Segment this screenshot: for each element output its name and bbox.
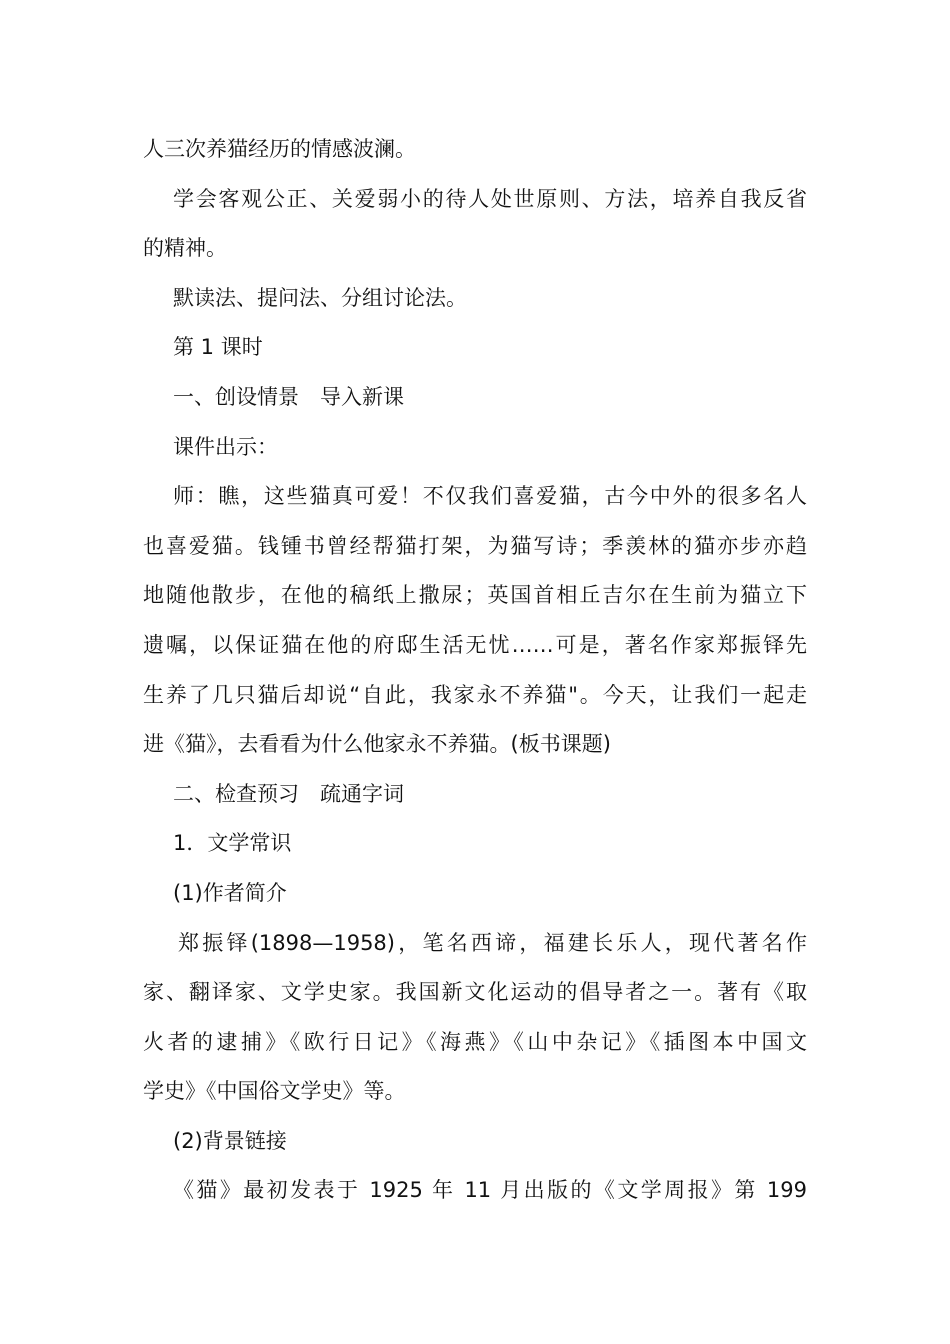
text-line: 郑振铎(1898—1958)，笔名西谛，福建长乐人，现代著名作 <box>178 930 807 955</box>
paragraph-author-bio <box>143 919 807 1117</box>
paragraph-methods <box>143 274 807 324</box>
text-line: 进《猫》，去看看为什么他家永不养猫。(板书课题) <box>143 732 611 757</box>
text-line: 地随他散步，在他的稿纸上撒尿；英国首相丘吉尔在生前为猫立下 <box>143 583 807 608</box>
text-line: 师：瞧，这些猫真可爱！不仅我们喜爱猫，古今中外的很多名人 <box>173 484 807 509</box>
paragraph-background <box>143 1166 807 1216</box>
text-line: 火者的逮捕》《欧行日记》《海燕》《山中杂记》《插图本中国文 <box>143 1029 807 1054</box>
text-line: 学会客观公正、关爱弱小的待人处世原则、方法，培养自我反省 <box>173 186 807 211</box>
text-line: 课件出示： <box>173 434 278 459</box>
paragraph-courseware <box>143 423 807 473</box>
paragraph-intro-tail <box>143 125 807 175</box>
text-line: 家、翻译家、文学史家。我国新文化运动的倡导者之一。著有《取 <box>143 980 807 1005</box>
text-line: 默读法、提问法、分组讨论法。 <box>173 285 467 310</box>
text-line: 的精神。 <box>143 236 227 261</box>
text-line: 《猫》最初发表于 1925 年 11 月出版的《文学周报》第 199 <box>173 1178 807 1203</box>
text-line: 遗嘱，以保证猫在他的府邸生活无忧……可是，著名作家郑振铎先 <box>143 632 807 657</box>
text-line: 人三次养猫经历的情感波澜。 <box>143 137 416 161</box>
text-line: 学史》《中国俗文学史》等。 <box>143 1079 406 1104</box>
text-line: 1．文学常识 <box>173 831 292 856</box>
paragraph-lesson-number <box>143 323 807 373</box>
text-line: (2)背景链接 <box>173 1128 287 1153</box>
text-line: (1)作者简介 <box>173 880 287 905</box>
text-line: 生养了几只猫后却说“自此，我家永不养猫"。今天，让我们一起走 <box>143 682 807 707</box>
text-line: 二、检查预习 疏通字词 <box>173 781 404 806</box>
text-line: 也喜爱猫。钱锺书曾经帮猫打架，为猫写诗；季羡林的猫亦步亦趋 <box>143 533 807 558</box>
heading-author-intro <box>143 869 807 919</box>
paragraph-goal <box>143 175 807 274</box>
paragraph-teacher-talk <box>143 472 807 770</box>
text-line: 一、创设情景 导入新课 <box>173 384 404 409</box>
document-page <box>143 125 807 1216</box>
heading-section-two <box>143 770 807 820</box>
heading-background <box>143 1117 807 1167</box>
heading-section-one <box>143 373 807 423</box>
heading-literary-knowledge <box>143 819 807 869</box>
text-line: 第 1 课时 <box>173 335 263 360</box>
